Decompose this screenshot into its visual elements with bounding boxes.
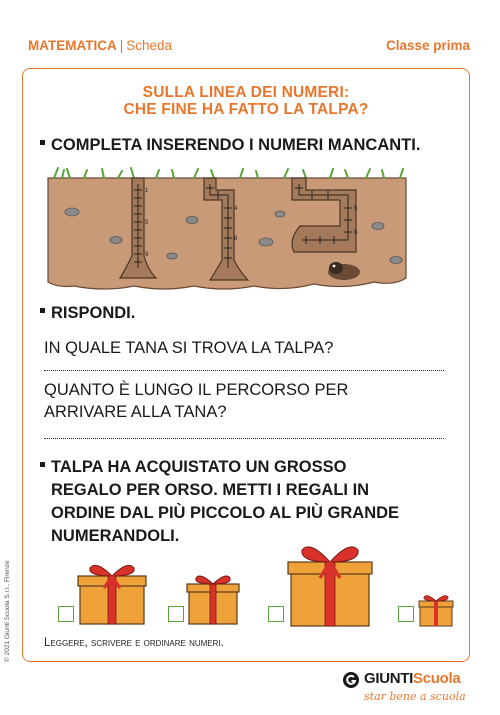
sheet-type-label: Scheda [126,38,173,53]
task-3-line-3: ORDINE DAL PIÙ PICCOLO AL PIÙ GRANDE [51,504,400,522]
task-3-line-2: REGALO PER ORSO. METTI I REGALI IN [51,481,370,499]
gift-1-icon [76,558,148,626]
gift-3-icon [286,538,374,628]
bullet-icon [40,308,45,313]
task-2 [40,302,135,325]
answer-line-1[interactable] [44,370,444,371]
task-3-line-1: TALPA HA ACQUISTATO UN GROSSO [51,458,347,476]
gift-4-checkbox[interactable] [398,606,414,622]
brand-tagline: star bene a scuola [364,690,466,703]
giunti-g-icon [342,671,360,689]
brand-colored: Scuola [413,670,461,687]
gift-4-icon [418,592,454,628]
tunnel-1-number: 1 [145,188,149,194]
grass [54,168,403,178]
bullet-icon [40,462,45,467]
gift-2-checkbox[interactable] [168,606,184,622]
task-2-text: RISPONDI. [51,304,136,322]
tunnel-2-number: 8 [234,236,238,242]
question-2-line-1: QUANTO È LUNGO IL PERCORSO PER [44,381,349,399]
title-line-1: SULLA LINEA DEI NUMERI: [142,84,350,101]
brand-name [364,670,460,687]
tunnel-2-number: 4 [234,206,238,212]
title-line-2: CHE FINE HA FATTO LA TALPA? [123,101,369,118]
learning-objective: Leggere, scrivere e ordinare numeri. [44,637,224,649]
header-separator: | [119,38,124,53]
task-3 [40,456,399,548]
answer-line-2[interactable] [44,438,444,439]
task-1-text: COMPLETA INSERENDO I NUMERI MANCANTI. [51,136,421,154]
gift-3-checkbox[interactable] [268,606,284,622]
subject-label: MATEMATICA [28,38,117,53]
gift-2-icon [186,570,240,626]
copyright-notice: © 2021 Giunti Scuola S.r.l., Firenze [4,560,11,662]
task-3-line-4: NUMERANDOLI. [51,527,180,545]
grade-label: Classe prima [385,38,470,53]
tunnel-3-number: 8 [354,230,358,236]
task-1 [40,134,420,157]
mole-tunnels-illustration [44,160,410,300]
question-2-line-2: ARRIVARE ALLA TANA? [44,403,227,421]
publisher-logo [340,668,480,708]
tunnel-1-number: 9 [145,252,149,258]
question-1: IN QUALE TANA SI TROVA LA TALPA? [44,339,334,357]
worksheet-title [22,84,470,118]
tunnel-3-number: 5 [354,206,358,212]
gift-1-checkbox[interactable] [58,606,74,622]
bullet-icon [40,140,45,145]
tunnel-1-number: 5 [145,220,149,226]
brand-bold: GIUNTI [364,670,414,687]
page-header [28,38,472,62]
